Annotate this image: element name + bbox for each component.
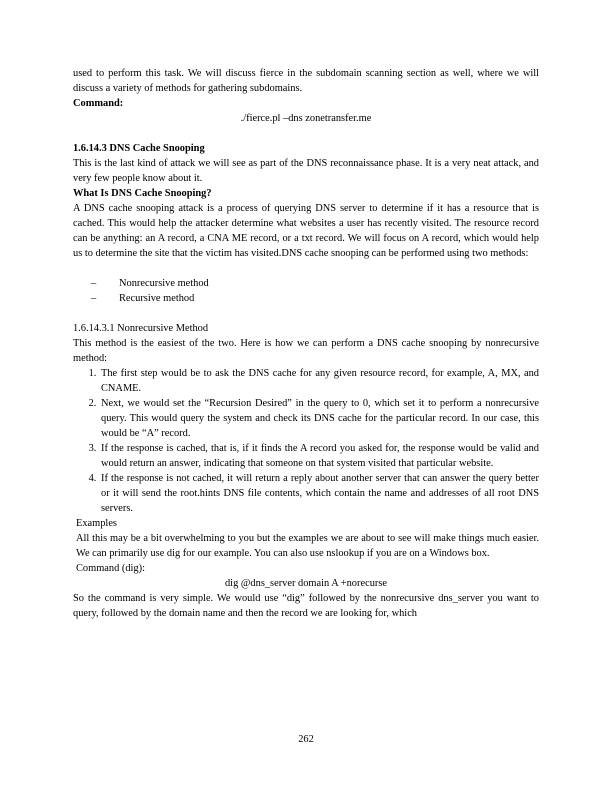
list-item: 2. Next, we would set the “Recursion Desired” in the query to 0, which set it to perform a nonrecursive query. This would query the system and check its DNS cache for the particular record. In our case, this would be “A” record. — [99, 396, 539, 441]
examples-label: Examples — [76, 518, 117, 529]
list-item: – Recursive method — [91, 291, 539, 306]
what-heading: What Is DNS Cache Snooping? — [73, 188, 212, 199]
dig-label: Command (dig): — [76, 563, 145, 574]
command-label: Command: — [73, 98, 124, 109]
list-item: 1. The first step would be to ask the DNS cache for any given resource record, for example, A, MX, and CNAME. — [99, 366, 539, 396]
command-text: ./fierce.pl –dns zonetransfer.me — [240, 113, 372, 124]
section-heading: 1.6.14.3 DNS Cache Snooping — [73, 143, 205, 154]
steps-list — [73, 366, 539, 516]
sub-intro: This method is the easiest of the two. Here is how we can perform a DNS cache snooping by nonrecursive method: — [73, 338, 539, 364]
list-item: 3. If the response is cached, that is, if it finds the A record you asked for, the response would be valid and would return an answer, indicating that someone on that system visited that particular website. — [99, 441, 539, 471]
dig-command: dig @dns_server domain A +norecurse — [224, 578, 388, 589]
what-body: A DNS cache snooping attack is a process of querying DNS server to determine if it has a resource that is cached. This would help the attacker determine what websites a user has recently visited. The resource record can be anything: an A record, a CNA ME record, or a txt record. We will focus on A record, which would help us to determine the site that the victim has visited.DNS cache snooping can be performed using two methods: — [73, 203, 539, 259]
methods-list — [73, 276, 539, 306]
closing-paragraph: So the command is very simple. We would use “dig” followed by the nonrecursive dns_server you want to query, followed by the domain name and then the record we are looking for, which — [73, 593, 539, 619]
intro-paragraph: used to perform this task. We will discuss fierce in the subdomain scanning section as well, where we will discuss a variety of methods for gathering subdomains. — [73, 68, 539, 94]
page-number: 262 — [298, 734, 314, 745]
page-body — [73, 66, 539, 621]
examples-body: All this may be a bit overwhelming to you but the examples we are about to see will make things much easier. We can primarily use dig for our example. You can also use nslookup if you are on a Windows box. — [76, 533, 539, 559]
list-item: 4. If the response is not cached, it will return a reply about another server that can answer the query better or it will send the root.hints DNS file contents, which contain the name and addresses of all root DNS servers. — [99, 471, 539, 516]
section-intro: This is the last kind of attack we will see as part of the DNS reconnaissance phase. It is a very neat attack, and very few people know about it. — [73, 158, 539, 184]
list-item: – Nonrecursive method — [91, 276, 539, 291]
sub-heading: 1.6.14.3.1 Nonrecursive Method — [73, 323, 209, 334]
